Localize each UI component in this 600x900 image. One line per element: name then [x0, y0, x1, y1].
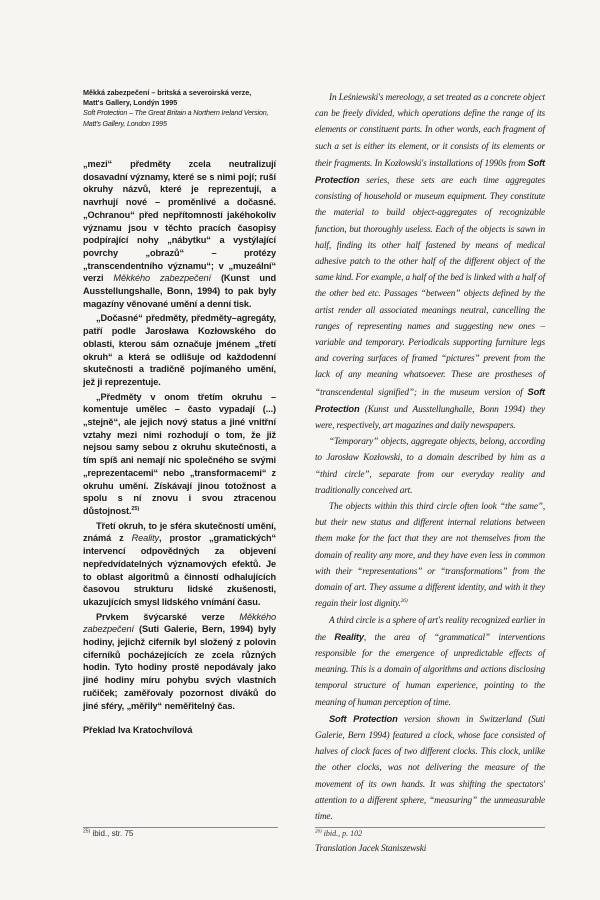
czech-paragraph-2: „Dočasné“ předměty, předměty–agregáty, patří podle Jarosława Kozłowského do oblasti, kterou sám označuje jménem „třetí okruh“ a která se odlišuje od každodenní skutečnosti a tradičně pojímaného umění, jež ji reprezentuje. — [83, 313, 276, 387]
image-caption — [83, 88, 283, 129]
czech-paragraph-3: „Předměty v onom třetím okruhu – komentuje umělec – často vypadají (...) „stejně“, ale jejich nový status a jiné vnitřní vztahy mezi nimi rozhodují o tom, že již nejsou samy sebou z okruhu skutečnosti, a tím spíš ani nemají nic společného se svými „reprezentacemi“ nebo „transformacemi“ z okruhu umění. Získávají jinou totožnost a spolu s ní znovu i svou ztracenou důstojnost.$^{25)}$ — [83, 391, 276, 516]
footnote-26: $^{26)}$ ibid., p. 102 — [315, 829, 363, 838]
english-translator-credit: Translation Jacek Staniszewski — [315, 844, 427, 855]
caption-english-line-1: Soft Protection – The Great Britain a Northern Ireland Version, — [83, 108, 269, 118]
czech-paragraph-4: Třetí okruh, to je sféra skutečností umění, známá z Reality, prostor „gramatických“ intervencí odpovědných za objevení nepředvídatelných významových efektů. Je to oblast algoritmů a činností odhalujících časovou strukturu lidské zkušenosti, ukazujících smysl lidského vnímání času. — [83, 520, 277, 607]
caption-czech-line-2: Matt's Gallery, Londýn 1995 — [83, 98, 178, 108]
caption-czech-line-1: Měkká zabezpečení – britská a severoirská verze, — [83, 88, 252, 97]
english-paragraph-2: “Temporary” objects, aggregate objects, belong, according to Jarosław Kozłowski, to a domain described by him as a “third circle”, separate from our everyday reality and traditionally conceived art. — [315, 437, 545, 496]
english-paragraph-5: Soft Protection version shown in Switzerland (Suti Galerie, Bern 1994) featured a clock, whose face consisted of halves of clock faces of two different clocks. This clock, unlike the other clocks, was not delivering the measure of the movement of its own hands. It was shifting the spectators' attention to a different sphere, “measuring” the unmeasurable time. — [315, 713, 545, 822]
english-text-column — [315, 90, 545, 857]
footnote-divider-left — [83, 827, 278, 828]
czech-translator-credit: Překlad Iva Kratochvílová — [83, 725, 193, 736]
czech-text-column — [83, 158, 276, 739]
czech-paragraph-1: „mezi“ předměty zcela neutralizují dosavadní významy, které se s nimi pojí; ruší okruhy názvů, které je reprezentují, a navrhují nové – proměnlivé a dočasné. „Ochranou“ před nepřítomností jakéhokoliv významu jsou v těchto pracích časopisy podpírající nohy „nábytku“ a vystýlající povrchy „obrazů“ – protézy „transcendentního významu“; v „muzeální“ verzi Měkkého zabezpečení (Kunst und Ausstellungshalle, Bonn, 1994) to pak byly magazíny věnované umění a denní tisk. — [83, 159, 276, 309]
caption-english-line-2: Matt's Gallery, London 1995 — [83, 118, 167, 128]
footnote-ref-25: 25) — [131, 505, 140, 512]
footnote-divider-right — [315, 827, 545, 828]
english-paragraph-1: In Leśniewski's mereology, a set treated as a concrete object can be freely divided, which operations define the range of its elements or constituent parts. In other words, each fragment of such a set is either its element, or it consists of its elements or their fragments. In Kozłowski's installations of 1990s from Soft Protection series, these sets are each time aggregates consisting of household or museum equipment. They constitute the material to build object-aggregates of recognizable function, but thoroughly useless. Each of the objects is sawn in half, finding its other half fastened by means of medical adhesive patch to the other half of the different object of the same kind. For example, a half of the bed is linked with a half of the other bed etc. Passages “between” objects defined by the artist render all associated meanings neutral, cancelling the ranges of representing names and suggesting new ones – variable and temporary. Periodicals supporting furniture legs and covering surfaces of framed “pictures” prevent from the lack of any meaning whatsoever. These are prostheses of “transcendental signified”; in the museum version of Soft Protection (Kunst und Ausstellunghalle, Bonn 1994) they were, respectively, art magazines and daily newspapers. — [315, 93, 545, 432]
footnote-25: $^{25)}$ ibid., str. 75 — [83, 828, 134, 838]
english-paragraph-3: The objects within this third circle often look “the same”, but their new status and different internal relations between them make for the fact that they are not themselves from the domain of reality any more, and they have even less in common with their “representations” or “transformations” from the domain of art. They assume a different identity, and with it they regain their lost dignity.$^{26)}$ — [315, 502, 545, 610]
english-paragraph-4: A third circle is a sphere of art's reality recognized earlier in the Reality, the area of “grammatical” interventions responsible for the emergence of unpredictable effects of meaning. This is a domain of algorithms and actions disclosing temporal structure of human experience, pointing to the meaning of human perception of time. — [315, 615, 545, 708]
footnote-ref-26: 26) — [400, 598, 408, 605]
czech-paragraph-5: Prvkem švýcarské verze Měkkého zabezpečení (Suti Galerie, Bern, 1994) byly hodiny, jejichž ciferník byl složený z polovin ciferníků pocházejících ze zcela různých hodin. Tyto hodiny prostě nepodávaly jako jiné hodiny míru pohybu svých vlastních ručiček; zaměřovaly pozornost diváků do jiné sféry, „měřily“ neměřitelný čas. — [83, 611, 276, 711]
